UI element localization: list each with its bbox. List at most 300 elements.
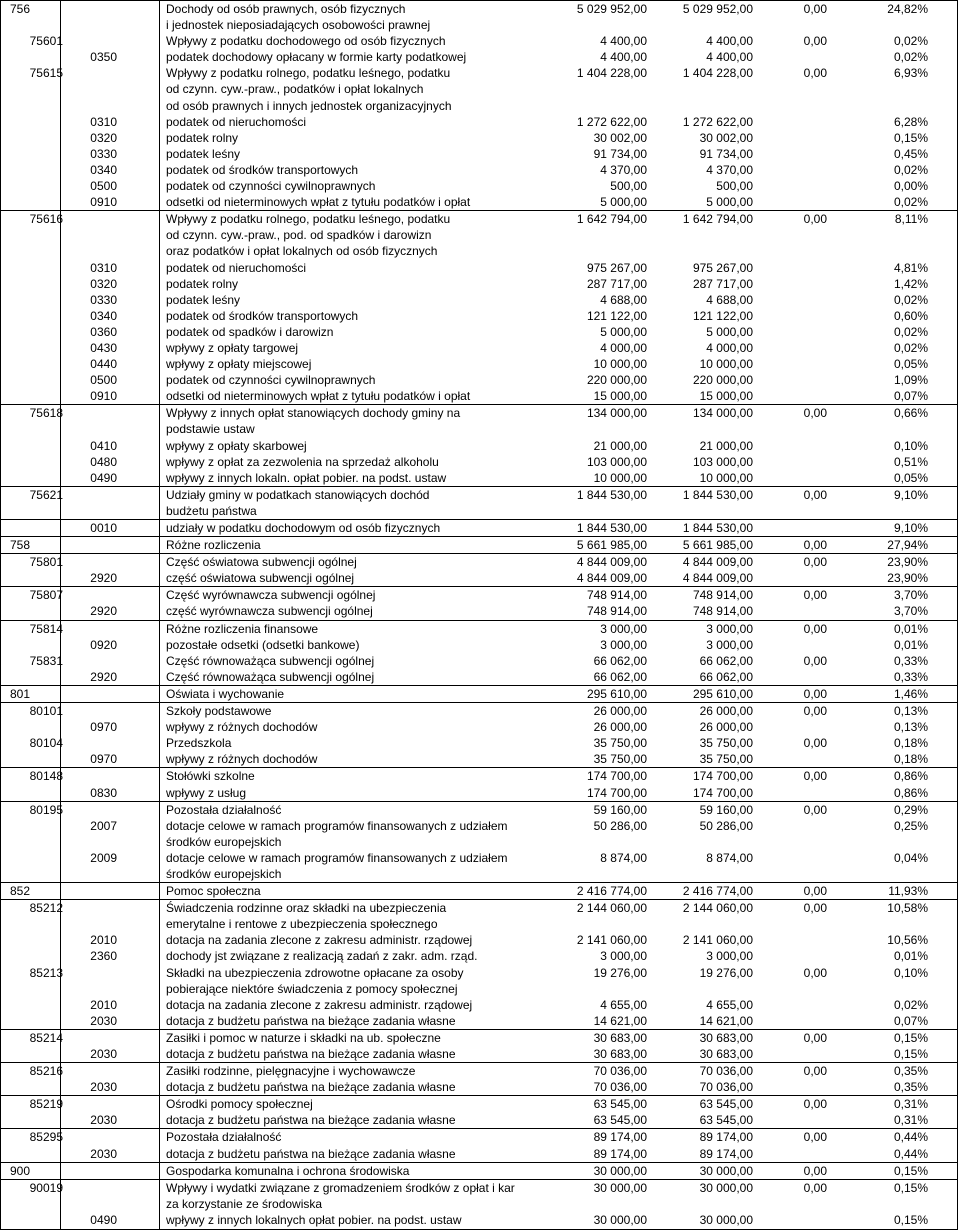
plan-value-cell: 5 000,00 (600, 195, 647, 210)
rozdzial-cell (7, 260, 63, 276)
change-value-cell (761, 981, 827, 997)
plan-value-cell: 30 000,00 (593, 1180, 647, 1195)
amended-value-cell: 50 286,00 (699, 818, 753, 833)
share-percent-cell: 0,02% (893, 50, 928, 65)
amended-value-cell: 4 000,00 (706, 340, 753, 355)
amended-value-cell: 103 000,00 (692, 454, 753, 469)
description-cell: dotacja z budżetu państwa na bieżące zadania własne (166, 1047, 456, 1061)
rozdzial-cell: 85214 (29, 1030, 63, 1045)
table-row (1, 637, 957, 653)
dzial-section (1, 685, 957, 882)
amended-value-cell: 66 062,00 (699, 669, 753, 684)
dzial-cell: 756 (10, 2, 31, 16)
share-percent-cell: 0,18% (893, 736, 928, 751)
share-percent-cell: 3,70% (893, 604, 928, 619)
rozdzial-section (1, 586, 957, 619)
amended-value-cell (651, 866, 753, 882)
amended-value-cell: 1 844 530,00 (682, 521, 753, 535)
plan-value-cell: 15 000,00 (593, 389, 647, 404)
paragraf-cell: 0340 (90, 162, 117, 177)
table-row (1, 1196, 957, 1212)
rozdzial-section (1, 519, 957, 536)
amended-value-cell (651, 227, 753, 243)
paragraf-cell (77, 503, 117, 519)
table-row (1, 405, 957, 421)
change-value-cell: 0,00 (803, 621, 827, 636)
plan-value-cell: 30 683,00 (593, 1047, 647, 1061)
change-value-cell: 0,00 (803, 1064, 827, 1079)
amended-value-cell (651, 98, 753, 114)
plan-value-cell: 174 700,00 (586, 769, 647, 784)
share-percent-cell: 0,15% (893, 1030, 928, 1045)
paragraf-cell (77, 487, 117, 503)
plan-value-cell: 70 036,00 (593, 1064, 647, 1079)
table-row (1, 1112, 957, 1128)
paragraf-cell: 2010 (90, 933, 117, 948)
share-percent-cell: 0,31% (893, 1113, 928, 1128)
change-value-cell (761, 260, 827, 276)
paragraf-cell: 0340 (90, 308, 117, 323)
table-row (1, 1063, 957, 1079)
paragraf-cell: 0410 (90, 438, 117, 453)
amended-value-cell: 4 688,00 (706, 292, 753, 307)
description-cell: Szkoły podstawowe (166, 704, 272, 719)
table-row (1, 719, 957, 735)
description-cell: Część wyrównawcza subwencji ogólnej (166, 588, 376, 603)
change-value-cell (761, 178, 827, 194)
dzial-section (1, 536, 957, 685)
table-row (1, 1046, 957, 1062)
rozdzial-section (1, 210, 957, 404)
plan-value-cell: 66 062,00 (593, 669, 647, 684)
dzial-cell: 900 (10, 1163, 31, 1178)
change-value-cell (761, 603, 827, 619)
plan-value-cell: 70 036,00 (593, 1080, 647, 1095)
description-cell: Część równoważąca subwencji ogólnej (166, 653, 375, 668)
rozdzial-cell: 75801 (29, 555, 63, 570)
amended-value-cell: 1 404 228,00 (682, 66, 753, 81)
description-cell: dochody jst związane z realizacją zadań z zakr. adm. rząd. (166, 949, 478, 964)
share-percent-cell: 0,15% (893, 1180, 928, 1195)
rozdzial-cell: 90019 (29, 1180, 63, 1195)
rozdzial-cell (7, 1112, 63, 1128)
change-value-cell (761, 1112, 827, 1128)
rozdzial-cell: 75615 (29, 66, 63, 81)
table-row (1, 883, 957, 899)
share-percent-cell (836, 1196, 928, 1212)
amended-value-cell: 30 000,00 (699, 1212, 753, 1227)
amended-value-cell: 26 000,00 (699, 704, 753, 719)
rozdzial-cell (7, 637, 63, 653)
change-value-cell: 0,00 (803, 66, 827, 81)
plan-value-cell: 174 700,00 (586, 785, 647, 800)
change-value-cell (761, 669, 827, 685)
paragraf-cell: 2007 (90, 818, 117, 833)
table-row (1, 227, 957, 243)
share-percent-cell: 0,33% (893, 669, 928, 684)
description-cell: część oświatowa subwencji ogólnej (166, 571, 355, 586)
rozdzial-section (1, 702, 957, 767)
table-row (1, 49, 957, 65)
description-cell: wpływy z opłaty miejscowej (166, 357, 312, 372)
paragraf-cell: 2010 (90, 997, 117, 1012)
paragraf-cell (77, 243, 117, 259)
amended-value-cell: 5 029 952,00 (682, 2, 753, 16)
share-percent-cell: 0,25% (893, 818, 928, 833)
rozdzial-cell: 75621 (29, 487, 63, 502)
share-percent-cell: 23,90% (887, 555, 928, 570)
paragraf-cell (77, 1, 117, 17)
plan-value-cell: 287 717,00 (586, 276, 647, 291)
share-percent-cell: 23,90% (887, 571, 928, 586)
rozdzial-cell (7, 470, 63, 486)
rozdzial-cell (7, 1146, 63, 1162)
paragraf-cell (77, 211, 117, 227)
share-percent-cell: 1,46% (893, 686, 928, 701)
plan-value-cell: 30 002,00 (593, 130, 647, 145)
table-row (1, 65, 957, 81)
amended-value-cell: 15 000,00 (699, 389, 753, 404)
rozdzial-cell (7, 834, 63, 850)
change-value-cell (761, 997, 827, 1013)
table-row (1, 194, 957, 210)
change-value-cell: 0,00 (803, 686, 827, 701)
table-row (1, 850, 957, 866)
share-percent-cell: 0,10% (893, 965, 928, 980)
rozdzial-cell (7, 438, 63, 454)
share-percent-cell: 0,01% (893, 637, 928, 652)
plan-value-cell: 1 272 622,00 (576, 114, 647, 129)
amended-value-cell: 4 400,00 (706, 50, 753, 65)
rozdzial-cell (7, 981, 63, 997)
amended-value-cell: 2 141 060,00 (682, 933, 753, 948)
description-cell: budżetu państwa (166, 503, 257, 518)
table-row (1, 981, 957, 997)
paragraf-cell (77, 900, 117, 916)
paragraf-cell (77, 1030, 117, 1046)
share-percent-cell: 0,10% (893, 438, 928, 453)
change-value-cell: 0,00 (803, 884, 827, 899)
table-row (1, 587, 957, 603)
plan-value-cell (541, 227, 647, 243)
paragraf-cell: 2030 (90, 1047, 117, 1061)
amended-value-cell: 10 000,00 (699, 470, 753, 485)
plan-value-cell: 5 029 952,00 (576, 2, 647, 16)
change-value-cell (761, 834, 827, 850)
rozdzial-cell: 85295 (29, 1130, 63, 1145)
rozdzial-cell (7, 603, 63, 619)
paragraf-cell: 0920 (90, 637, 117, 652)
description-cell: Świadczenia rodzinne oraz składki na ubezpieczenia (166, 901, 447, 916)
share-percent-cell (836, 243, 928, 259)
paragraf-cell: 0910 (90, 195, 117, 210)
description-cell: wpływy z innych lokaln. opłat pobier. na podst. ustaw (166, 470, 447, 485)
description-cell: wpływy z opłat za zezwolenia na sprzedaż alkoholu (166, 454, 439, 469)
plan-value-cell: 121 122,00 (586, 308, 647, 323)
table-row (1, 570, 957, 586)
rozdzial-cell: 80104 (29, 736, 63, 751)
paragraf-cell (77, 965, 117, 981)
amended-value-cell: 3 000,00 (706, 949, 753, 964)
rozdzial-cell (7, 883, 63, 899)
plan-value-cell: 5 000,00 (600, 324, 647, 339)
share-percent-cell: 0,86% (893, 769, 928, 784)
change-value-cell (761, 276, 827, 292)
description-cell: i jednostek nieposiadających osobowości prawnej (166, 18, 431, 33)
change-value-cell: 0,00 (803, 1030, 827, 1045)
change-value-cell (761, 818, 827, 834)
share-percent-cell (836, 916, 928, 932)
plan-value-cell: 50 286,00 (593, 818, 647, 833)
table-row (1, 802, 957, 818)
amended-value-cell: 70 036,00 (699, 1080, 753, 1095)
description-cell: podatek rolny (166, 130, 239, 145)
description-cell: dotacja z budżetu państwa na bieżące zadania własne (166, 1080, 456, 1095)
dzial-section (1, 882, 957, 1162)
rozdzial-cell (7, 751, 63, 767)
plan-value-cell: 2 144 060,00 (576, 901, 647, 916)
amended-value-cell: 1 844 530,00 (682, 487, 753, 502)
change-value-cell: 0,00 (803, 406, 827, 421)
paragraf-cell: 0490 (90, 470, 117, 485)
share-percent-cell: 11,93% (888, 884, 928, 899)
paragraf-cell (77, 883, 117, 899)
dzial-cell: 852 (10, 884, 31, 899)
share-percent-cell: 0,51% (893, 454, 928, 469)
paragraf-cell: 0330 (90, 146, 117, 161)
description-cell: wpływy z usług (166, 785, 247, 800)
description-cell: podatek rolny (166, 276, 239, 291)
amended-value-cell: 3 000,00 (706, 621, 753, 636)
share-percent-cell (836, 17, 928, 33)
change-value-cell: 0,00 (803, 736, 827, 751)
paragraf-cell: 0010 (90, 521, 117, 535)
share-percent-cell: 0,86% (893, 785, 928, 800)
plan-value-cell: 4 655,00 (600, 997, 647, 1012)
table-row (1, 900, 957, 916)
paragraf-cell (77, 1063, 117, 1079)
rozdzial-cell: 85216 (29, 1064, 63, 1079)
table-row (1, 703, 957, 719)
rozdzial-cell (7, 932, 63, 948)
rozdzial-cell: 80148 (29, 769, 63, 784)
share-percent-cell: 0,60% (893, 308, 928, 323)
description-cell: dotacja z budżetu państwa na bieżące zadania własne (166, 1146, 456, 1161)
change-value-cell (761, 438, 827, 454)
amended-value-cell: 26 000,00 (699, 720, 753, 735)
change-value-cell (761, 470, 827, 486)
change-value-cell (761, 719, 827, 735)
description-cell: podstawie ustaw (166, 422, 255, 437)
rozdzial-cell (7, 324, 63, 340)
share-percent-cell: 0,44% (893, 1130, 928, 1145)
plan-value-cell: 3 000,00 (600, 637, 647, 652)
plan-value-cell: 30 683,00 (593, 1030, 647, 1045)
paragraf-cell (77, 768, 117, 784)
description-cell: za korzystanie ze środowiska (166, 1196, 323, 1211)
paragraf-cell: 0360 (90, 324, 117, 339)
table-row (1, 621, 957, 637)
plan-value-cell: 2 416 774,00 (576, 884, 647, 899)
description-cell: Wpływy z podatku rolnego, podatku leśnego, podatku (166, 212, 451, 227)
change-value-cell: 0,00 (803, 1097, 827, 1112)
paragraf-cell: 2030 (90, 1080, 117, 1095)
plan-value-cell: 14 621,00 (593, 1013, 647, 1028)
paragraf-cell (77, 537, 117, 553)
table-row (1, 948, 957, 964)
table-row (1, 997, 957, 1013)
description-cell: środków europejskich (166, 866, 282, 881)
description-cell: podatek od czynności cywilnoprawnych (166, 373, 376, 388)
amended-value-cell: 30 000,00 (699, 1180, 753, 1195)
plan-value-cell (541, 81, 647, 97)
rozdzial-cell (7, 114, 63, 130)
description-cell: podatek leśny (166, 292, 241, 307)
change-value-cell (761, 866, 827, 882)
change-value-cell (761, 1212, 827, 1228)
amended-value-cell: 21 000,00 (699, 438, 753, 453)
change-value-cell (761, 503, 827, 519)
amended-value-cell: 70 036,00 (699, 1064, 753, 1079)
plan-value-cell: 63 545,00 (593, 1113, 647, 1128)
amended-value-cell (651, 81, 753, 97)
amended-value-cell: 4 370,00 (706, 162, 753, 177)
description-cell: odsetki od nieterminowych wpłat z tytułu podatków i opłat (166, 195, 471, 210)
change-value-cell (761, 356, 827, 372)
amended-value-cell: 14 621,00 (699, 1013, 753, 1028)
amended-value-cell: 134 000,00 (692, 406, 753, 421)
plan-value-cell: 3 000,00 (600, 949, 647, 964)
table-row (1, 33, 957, 49)
table-row (1, 751, 957, 767)
share-percent-cell: 10,58% (887, 901, 928, 916)
plan-value-cell: 8 874,00 (600, 850, 647, 865)
rozdzial-cell (7, 130, 63, 146)
plan-value-cell (541, 98, 647, 114)
change-value-cell (761, 98, 827, 114)
paragraf-cell: 2920 (90, 571, 117, 586)
plan-value-cell: 4 400,00 (600, 50, 647, 65)
description-cell: wpływy z różnych dochodów (166, 752, 318, 767)
paragraf-cell: 0320 (90, 130, 117, 145)
rozdzial-cell: 85219 (29, 1097, 63, 1112)
amended-value-cell: 89 174,00 (699, 1146, 753, 1161)
share-percent-cell: 10,56% (887, 933, 928, 948)
share-percent-cell: 1,42% (893, 276, 928, 291)
description-cell: Przedszkola (166, 736, 232, 751)
share-percent-cell: 0,15% (893, 130, 928, 145)
amended-value-cell: 174 700,00 (692, 785, 753, 800)
share-percent-cell: 0,02% (893, 34, 928, 49)
change-value-cell (761, 146, 827, 162)
rozdzial-cell: 80101 (29, 704, 63, 719)
rozdzial-section (1, 486, 957, 519)
change-value-cell (761, 49, 827, 65)
plan-value-cell (541, 421, 647, 437)
amended-value-cell: 5 000,00 (706, 324, 753, 339)
change-value-cell: 0,00 (803, 588, 827, 603)
table-row (1, 1129, 957, 1145)
change-value-cell: 0,00 (803, 212, 827, 227)
description-cell: dotacja z budżetu państwa na bieżące zadania własne (166, 1013, 456, 1028)
rozdzial-cell (7, 503, 63, 519)
table-row (1, 866, 957, 882)
share-percent-cell: 0,33% (893, 653, 928, 668)
plan-value-cell: 1 404 228,00 (576, 66, 647, 81)
amended-value-cell: 91 734,00 (699, 146, 753, 161)
share-percent-cell (836, 834, 928, 850)
plan-value-cell: 30 000,00 (593, 1212, 647, 1227)
paragraf-cell (77, 17, 117, 33)
share-percent-cell: 1,09% (893, 373, 928, 388)
table-row (1, 211, 957, 227)
description-cell: Wpływy z podatku dochodowego od osób fizycznych (166, 34, 446, 49)
rozdzial-section (1, 1029, 957, 1062)
share-percent-cell: 0,05% (893, 470, 928, 485)
description-cell: podatek od nieruchomości (166, 260, 307, 275)
paragraf-cell: 0430 (90, 340, 117, 355)
change-value-cell: 0,00 (803, 555, 827, 570)
paragraf-cell: 0500 (90, 373, 117, 388)
plan-value-cell: 4 370,00 (600, 162, 647, 177)
plan-value-cell (541, 916, 647, 932)
amended-value-cell (651, 243, 753, 259)
change-value-cell (761, 421, 827, 437)
amended-value-cell: 4 844 009,00 (682, 555, 753, 570)
change-value-cell: 0,00 (803, 901, 827, 916)
table-body (1, 1, 957, 1228)
table-row (1, 487, 957, 503)
change-value-cell (761, 570, 827, 586)
share-percent-cell: 0,02% (893, 340, 928, 355)
share-percent-cell: 0,13% (893, 704, 928, 719)
description-cell: Zasiłki rodzinne, pielęgnacyjne i wychowawcze (166, 1064, 416, 1079)
share-percent-cell: 6,93% (893, 66, 928, 81)
table-row (1, 818, 957, 834)
paragraf-cell (77, 587, 117, 603)
share-percent-cell: 0,29% (893, 802, 928, 817)
amended-value-cell: 500,00 (716, 179, 753, 194)
share-percent-cell: 0,05% (893, 357, 928, 372)
change-value-cell: 0,00 (803, 1180, 827, 1195)
plan-value-cell: 30 000,00 (593, 1163, 647, 1178)
description-cell: Wpływy z podatku rolnego, podatku leśnego, podatku (166, 66, 451, 81)
change-value-cell (761, 243, 827, 259)
description-cell: Oświata i wychowanie (166, 686, 285, 701)
description-cell: Część równoważąca subwencji ogólnej (166, 669, 375, 684)
amended-value-cell (651, 421, 753, 437)
description-cell: podatek leśny (166, 146, 241, 161)
amended-value-cell: 1 272 622,00 (682, 114, 753, 129)
plan-value-cell: 5 661 985,00 (576, 538, 647, 553)
description-cell: Wpływy i wydatki związane z gromadzeniem środków z opłat i kar (166, 1180, 515, 1195)
paragraf-cell (77, 1096, 117, 1112)
paragraf-cell: 2920 (90, 604, 117, 619)
plan-value-cell (541, 243, 647, 259)
amended-value-cell: 35 750,00 (699, 736, 753, 751)
change-value-cell (761, 785, 827, 801)
share-percent-cell (836, 866, 928, 882)
rozdzial-cell (7, 146, 63, 162)
amended-value-cell: 30 683,00 (699, 1030, 753, 1045)
rozdzial-cell: 75601 (29, 34, 63, 49)
table-row (1, 438, 957, 454)
plan-value-cell: 975 267,00 (586, 260, 647, 275)
amended-value-cell: 4 400,00 (706, 34, 753, 49)
rozdzial-cell (7, 537, 63, 553)
description-cell: od czynn. cyw.-praw., podatków i opłat lokalnych (166, 82, 424, 97)
rozdzial-section (1, 801, 957, 882)
